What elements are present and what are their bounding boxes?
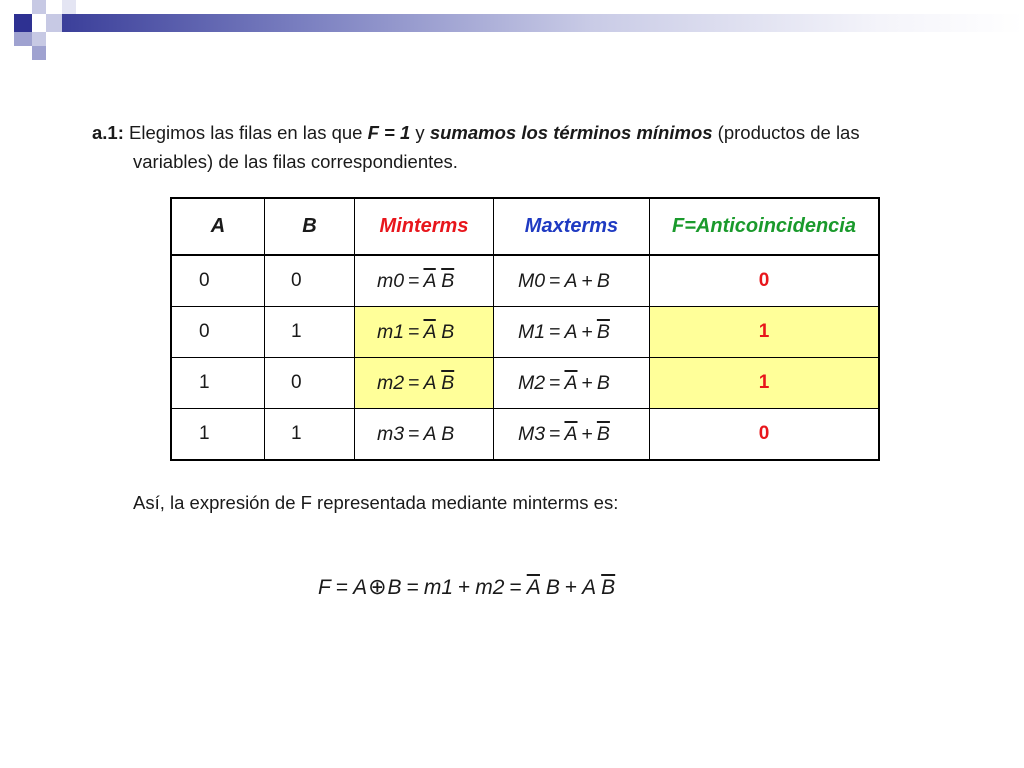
- cell-a: 0: [171, 307, 265, 358]
- cell-maxterm: $M2 = \overline{A} + B$: [494, 358, 650, 409]
- cell-b: 1: [265, 307, 355, 358]
- deco-square-1: [14, 14, 32, 32]
- table-row: [171, 358, 879, 409]
- intro-action: sumamos los términos mínimos: [429, 122, 713, 143]
- cell-f: 0: [650, 255, 880, 307]
- header-f: F=Anticoincidencia: [650, 198, 880, 255]
- minterm-name: m2: [377, 371, 405, 394]
- cell-b: 0: [265, 358, 355, 409]
- deco-square-3: [46, 14, 62, 32]
- table-row: [171, 409, 879, 461]
- formula-m2: m2: [475, 576, 505, 599]
- cell-a: 1: [171, 409, 265, 461]
- cell-maxterm: M0 = A + B: [494, 255, 650, 307]
- minterm-name: m3: [377, 422, 405, 445]
- header-b: B: [265, 198, 355, 255]
- maxterm-name: M1: [518, 320, 546, 343]
- minterm-name: m0: [377, 269, 405, 292]
- table-header-row: [171, 198, 879, 255]
- header-minterms: Minterms: [355, 198, 494, 255]
- cell-a: 1: [171, 358, 265, 409]
- deco-square-5: [14, 32, 32, 46]
- maxterm-name: M2: [518, 371, 546, 394]
- conclusion-text: Así, la expresión de F representada mediante minterms es:: [133, 492, 619, 513]
- maxterm-name: M0: [518, 269, 546, 292]
- header-maxterms: Maxterms: [494, 198, 650, 255]
- xor-symbol: ⊕: [368, 574, 387, 599]
- cell-f: 1: [650, 358, 880, 409]
- title-gradient-bar: [62, 14, 1024, 32]
- cell-maxterm: $M1 = A + \overline{B}$: [494, 307, 650, 358]
- cell-minterm: $m1 = \overline{A}$ B: [355, 307, 494, 358]
- intro-condition: F = 1: [367, 122, 411, 143]
- intro-paragraph: [92, 118, 972, 176]
- deco-square-7: [62, 0, 76, 14]
- cell-a: 0: [171, 255, 265, 307]
- cell-b: 1: [265, 409, 355, 461]
- final-formula: F = A⊕B = $m1 + m2 = \overline{A}$ B + A $\overline{B}$: [318, 574, 616, 599]
- intro-line2: variables) de las filas correspondientes.: [133, 151, 458, 172]
- intro-text2: y: [410, 122, 430, 143]
- table-row: [171, 307, 879, 358]
- maxterm-name: M3: [518, 422, 546, 445]
- formula-f: F: [318, 576, 331, 599]
- formula-m1: m1: [423, 576, 454, 599]
- cell-minterm: m2 = A $\overline{B}$: [355, 358, 494, 409]
- cell-b: 0: [265, 255, 355, 307]
- cell-minterm: $m0 = \overline{A}$ $\overline{B}$: [355, 255, 494, 307]
- intro-text3: (productos de las: [712, 122, 860, 143]
- minterm-name: m1: [377, 320, 405, 343]
- deco-square-6: [32, 46, 46, 60]
- cell-f: 1: [650, 307, 880, 358]
- cell-f: 0: [650, 409, 880, 461]
- deco-square-2: [32, 0, 46, 14]
- cell-minterm: m3 = A B: [355, 409, 494, 461]
- intro-lead: a.1:: [92, 122, 124, 143]
- table-row: [171, 255, 879, 307]
- cell-maxterm: $M3 = \overline{A} + \overline{B}$: [494, 409, 650, 461]
- truth-table: [170, 197, 880, 461]
- header-a: A: [171, 198, 265, 255]
- deco-square-4: [32, 32, 46, 46]
- intro-text1: Elegimos las filas en las que: [123, 122, 368, 143]
